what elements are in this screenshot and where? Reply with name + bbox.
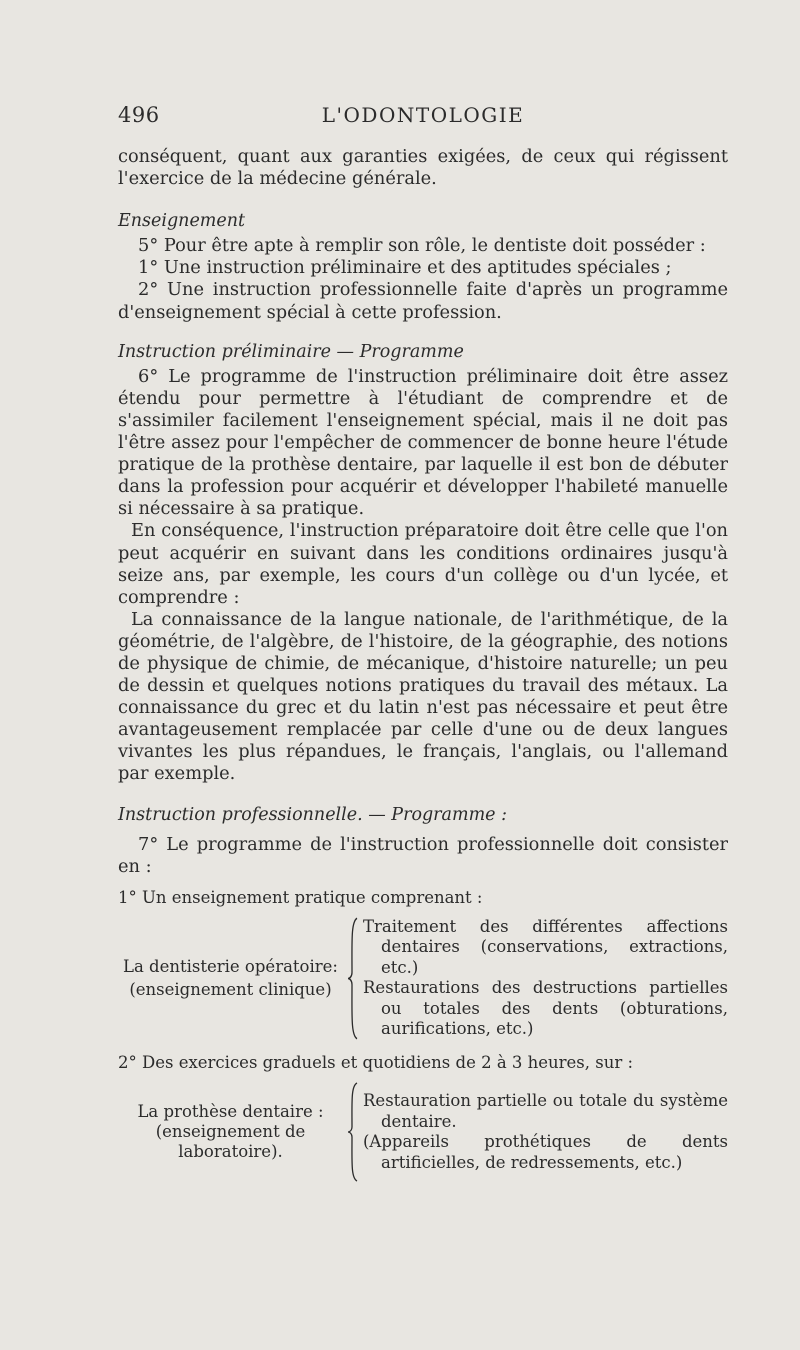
brace-label-line-1: La prothèse dentaire : [137, 1102, 324, 1121]
section-item-2-title: 2° Des exercices graduels et quotidiens de 2 à 3 heures, sur : [118, 1052, 634, 1072]
paragraph-connaissance: La connaissance de la langue nationale, de l'arithmétique, de la géométrie, de l'algèbre, de l'histoire, de la géographie, des notions de physique de chimie, de mécanique, d'histoire naturelle; un peu de dessin et quelques notions pratiques du travail des métaux. La connaissance du grec et du latin n'est pas nécessaire et peut être avantageusement remplacée par celle d'une ou de deux langues vivantes les plus répandues, le français, l'anglais, ou l'allemand par exemple. [118, 608, 728, 785]
paragraph-5-item-2: 2° Une instruction professionnelle faite d'après un programme d'enseignement spécial à cette profession. [118, 279, 728, 323]
paragraph-consequence: En conséquence, l'instruction préparatoire doit être celle que l'on peut acquérir en suivant dans les conditions ordinaires jusqu'à seize ans, par exemple, les cours d'un collège ou d'un lycée, et comprendre : [118, 520, 728, 608]
brace-items-prothese [363, 1091, 728, 1173]
heading-enseignement: Enseignement [118, 211, 246, 232]
brace-item: (Appareils prothétiques de dents artificielles, de redressements, etc.) [363, 1132, 728, 1172]
brace-item: Traitement des différentes affections dentaires (conservations, extractions, etc.) [363, 916, 728, 977]
brace-block-prothese [118, 1082, 728, 1182]
brace-items-dentisterie [363, 917, 728, 1040]
page-body [118, 146, 728, 1182]
section-item-1-title: 1° Un enseignement pratique comprenant : [118, 887, 483, 907]
brace-icon [343, 917, 363, 1040]
brace-icon [343, 1082, 363, 1182]
paragraph-5-item-1: 1° Une instruction préliminaire et des aptitudes spéciales ; [138, 257, 672, 279]
paragraph-intro: conséquent, quant aux garanties exigées, de ceux qui régissent l'exercice de la médecine générale. [118, 146, 728, 190]
brace-label-prothese [118, 1102, 343, 1162]
brace-block-dentisterie [118, 917, 728, 1040]
paragraph-6: 6° Le programme de l'instruction préliminaire doit être assez étendu pour permettre à l'étudiant de comprendre et de s'assimiler facilement l'enseignement spécial, mais il ne doit pas l'être assez pour l'empêcher de commencer de bonne heure l'étude pratique de la prothèse dentaire, par laquelle il est bon de débuter dans la profession pour acquérir et développer l'habileté manuelle si nécessaire à sa pratique. [118, 365, 728, 520]
heading-instruction-preliminaire: Instruction préliminaire — Programme [118, 341, 464, 362]
brace-label-line-1: La dentisterie opératoire: [123, 957, 338, 977]
brace-label-line-2: (enseignement de laboratoire). [155, 1122, 306, 1161]
brace-item: Restaurations des destructions partielles ou totales des dents (obturations, aurifications, etc.) [363, 978, 728, 1039]
page-header [118, 103, 728, 133]
running-title: L'ODONTOLOGIE [321, 103, 525, 127]
heading-instruction-professionnelle: Instruction professionnelle. — Programme : [118, 804, 507, 825]
paragraph-7: 7° Le programme de l'instruction professionnelle doit consister en : [118, 833, 728, 877]
page-number: 496 [118, 103, 160, 127]
brace-label-line-2: (enseignement clinique) [129, 980, 332, 1000]
paragraph-5: 5° Pour être apte à remplir son rôle, le dentiste doit posséder : [138, 235, 706, 257]
brace-item: Restauration partielle ou totale du système dentaire. [363, 1091, 728, 1131]
brace-label-dentisterie [118, 955, 343, 1001]
